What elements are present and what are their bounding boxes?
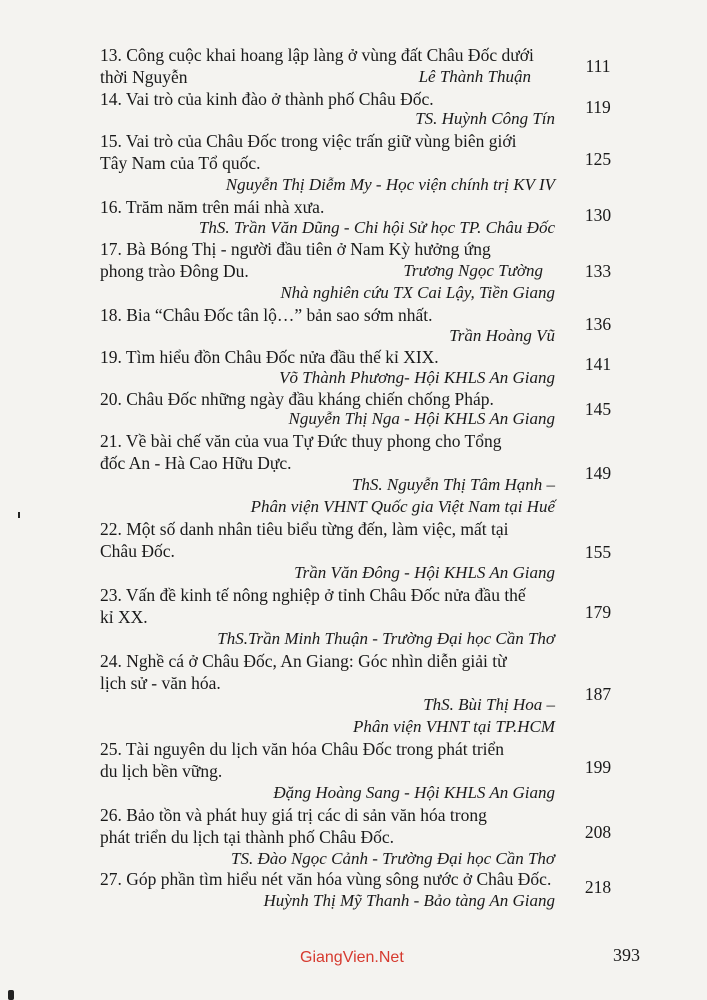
entry-page-number: 179 [584,602,612,622]
entry-page-number: 145 [584,399,612,419]
watermark: GiangVien.Net [300,949,404,966]
entry-title-line: 16. Trăm năm trên mái nhà xưa. [100,197,325,217]
margin-mark [8,990,14,1000]
entry-author: Lê Thành Thuận [418,67,531,86]
entry-page-number: 119 [585,97,611,117]
entry-author: Trương Ngọc Tường [403,261,543,280]
entry-title-line: 26. Bảo tồn và phát huy giá trị các di sản văn hóa trong [100,805,487,825]
folio-page-number: 393 [613,945,640,965]
entry-title-line: 20. Châu Đốc những ngày đầu kháng chiến chống Pháp. [100,389,494,409]
entry-title-line: phong trào Đông Du. [100,261,249,281]
entry-title-line: lịch sử - văn hóa. [100,673,221,693]
entry-author-affiliation: Phân viện VHNT Quốc gia Việt Nam tại Huế [250,497,555,516]
entry-title-line: 25. Tài nguyên du lịch văn hóa Châu Đốc trong phát triển [100,739,505,759]
entry-title-line: 13. Công cuộc khai hoang lập làng ở vùng đất Châu Đốc dưới [100,45,534,65]
entry-title-line: kỉ XX. [100,607,148,627]
entry-title-line: Châu Đốc. [100,541,175,561]
entry-author: ThS. Trần Văn Dũng - Chi hội Sử học TP. Châu Đốc [198,218,555,237]
entry-author: Nguyễn Thị Nga - Hội KHLS An Giang [288,409,555,428]
entry-page-number: 187 [584,684,612,704]
entry-title-line: 21. Về bài chế văn của vua Tự Đức thuy phong cho Tổng [100,431,502,451]
entry-author: ThS.Trần Minh Thuận - Trường Đại học Cần Thơ [217,629,555,648]
entry-author: Võ Thành Phương- Hội KHLS An Giang [279,368,555,387]
entry-title-line: 18. Bia “Châu Đốc tân lộ…” bản sao sớm nhất. [100,305,433,325]
entry-title-line: 15. Vai trò của Châu Đốc trong việc trấn giữ vùng biên giới [100,131,517,151]
entry-title-line: 19. Tìm hiểu đồn Châu Đốc nửa đầu thế kỉ XIX. [100,347,439,367]
entry-title-line: 24. Nghề cá ở Châu Đốc, An Giang: Góc nhìn diễn giải từ [100,651,507,671]
entry-title-line: 14. Vai trò của kinh đào ở thành phố Châu Đốc. [100,89,434,109]
entry-page-number: 149 [584,463,612,483]
entry-page-number: 133 [584,261,612,281]
entry-page-number: 199 [584,757,612,777]
entry-page-number: 141 [584,354,612,374]
entry-author: ThS. Bùi Thị Hoa – [423,695,555,714]
entry-title-line: đốc An - Hà Cao Hữu Dực. [100,453,292,473]
entry-author: Nguyễn Thị Diễm My - Học viện chính trị KV IV [225,175,555,194]
entry-page-number: 111 [585,56,611,76]
entry-author: TS. Huỳnh Công Tín [415,109,555,128]
entry-author-affiliation: Phân viện VHNT tại TP.HCM [353,717,555,736]
entry-page-number: 155 [584,542,612,562]
entry-page-number: 125 [584,149,612,169]
entry-author: Trần Hoàng Vũ [449,326,555,345]
margin-mark [18,512,20,518]
entry-title-line: Tây Nam của Tổ quốc. [100,153,261,173]
entry-page-number: 218 [584,877,612,897]
entry-author: TS. Đào Ngọc Cảnh - Trường Đại học Cần Thơ [230,849,555,868]
entry-author: Trần Văn Đông - Hội KHLS An Giang [294,563,555,582]
entry-title-line: 27. Góp phần tìm hiểu nét văn hóa vùng sông nước ở Châu Đốc. [100,869,552,889]
entry-title-line: phát triển du lịch tại thành phố Châu Đốc. [100,827,395,847]
entry-title-line: du lịch bền vững. [100,761,223,781]
entry-author: Huỳnh Thị Mỹ Thanh - Bảo tàng An Giang [263,891,555,910]
entry-page-number: 208 [584,822,612,842]
entry-title-line: 17. Bà Bóng Thị - người đầu tiên ở Nam Kỳ hưởng ứng [100,239,491,259]
entry-title-line: 23. Vấn đề kinh tế nông nghiệp ở tỉnh Châu Đốc nửa đầu thế [100,585,526,605]
entry-page-number: 130 [584,205,612,225]
entry-author-affiliation: Nhà nghiên cứu TX Cai Lậy, Tiền Giang [280,283,555,302]
entry-page-number: 136 [584,314,612,334]
entry-author: ThS. Nguyễn Thị Tâm Hạnh – [351,475,555,494]
entry-title-line: 22. Một số danh nhân tiêu biểu từng đến, làm việc, mất tại [100,519,509,539]
entry-author: Đặng Hoàng Sang - Hội KHLS An Giang [273,783,555,802]
entry-title-line: thời Nguyễn [100,67,188,87]
